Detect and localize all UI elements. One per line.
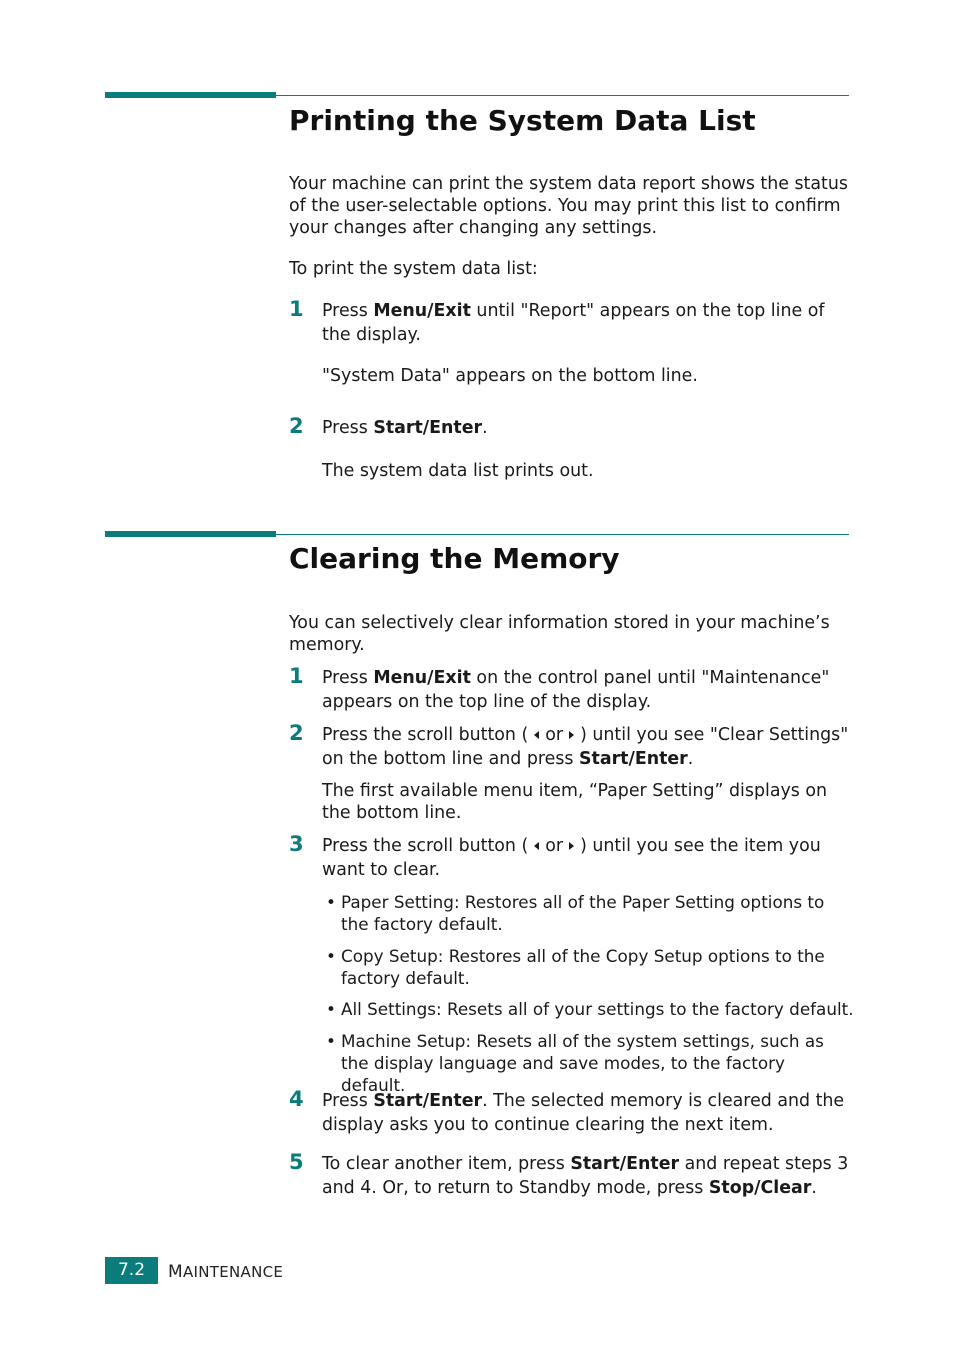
- list-item-text: Copy Setup: Restores all of the Copy Setup options to the factory default.: [341, 946, 825, 988]
- page-number: 7.2: [105, 1257, 158, 1284]
- text-run: or: [545, 725, 564, 745]
- step-note: "System Data" appears on the bottom line.: [322, 366, 698, 386]
- text-run: Press: [322, 1091, 374, 1111]
- text-run: M: [168, 1262, 183, 1282]
- list-item-text: All Settings: Resets all of your settings to the factory default.: [341, 999, 854, 1019]
- bullet-mark: •: [326, 1031, 336, 1051]
- button-name: Stop/Clear: [708, 1178, 812, 1198]
- section-title: Printing the System Data List: [289, 104, 756, 137]
- list-item: [326, 945, 854, 989]
- text-run: .: [811, 1178, 817, 1198]
- list-item: [326, 1030, 854, 1096]
- text-run: or: [545, 836, 564, 856]
- step-number: 2: [289, 721, 304, 745]
- text-run: ) until you see "Clear Settings" on the bottom line and press: [322, 725, 849, 769]
- list-item: [326, 891, 854, 935]
- button-name: Menu/Exit: [373, 301, 471, 321]
- lead-paragraph: To print the system data list:: [289, 259, 538, 279]
- button-name: Start/Enter: [373, 418, 483, 438]
- text-run: until "Report" appears on the top line of the display.: [322, 301, 825, 345]
- list-item: [326, 998, 854, 1020]
- step-text: [322, 1152, 854, 1200]
- bullet-mark: •: [326, 892, 336, 912]
- intro-paragraph: You can selectively clear information stored in your machine’s memory.: [289, 613, 830, 655]
- list-item-text: Paper Setting: Restores all of the Paper Setting options to the factory default.: [341, 892, 825, 934]
- text-run: on the control panel until "Maintenance" appears on the top line of the display.: [322, 668, 830, 712]
- text-run: .: [687, 749, 694, 769]
- list-item-text: Machine Setup: Resets all of the system settings, such as the display language and save modes, to the factory default.: [341, 1031, 824, 1095]
- text-run: Press: [322, 301, 374, 321]
- step-number: 3: [289, 832, 304, 856]
- step-text: [322, 723, 854, 771]
- scroll-left-icon: [534, 731, 539, 739]
- text-run: ) until you see the item you want to clear.: [322, 836, 821, 880]
- scroll-left-icon: [534, 842, 539, 850]
- bullet-mark: •: [326, 999, 336, 1019]
- section-divider-line: [276, 534, 849, 535]
- step-text: [322, 299, 854, 347]
- step-text: [322, 834, 854, 882]
- section-divider-line: [276, 95, 849, 96]
- text-run: To clear another item, press: [322, 1154, 571, 1174]
- step-number: 1: [289, 664, 304, 688]
- section-title: Clearing the Memory: [289, 542, 620, 575]
- text-run: Press the scroll button (: [322, 725, 529, 745]
- bullet-mark: •: [326, 946, 336, 966]
- step-note: The first available menu item, “Paper Setting” displays on the bottom line.: [322, 781, 828, 823]
- button-name: Menu/Exit: [373, 668, 471, 688]
- step-number: 2: [289, 414, 304, 438]
- text-run: Press: [322, 668, 374, 688]
- text-run: AINTENANCE: [182, 1263, 284, 1281]
- step-note: The system data list prints out.: [322, 461, 594, 481]
- button-name: Start/Enter: [570, 1154, 680, 1174]
- button-name: Start/Enter: [373, 1091, 483, 1111]
- button-name: Start/Enter: [579, 749, 688, 769]
- footer-section-label: [168, 1262, 283, 1282]
- step-text: [322, 416, 854, 440]
- text-run: . The selected memory is cleared and the display asks you to continue clearing the next item.: [322, 1091, 845, 1135]
- section-divider-bar: [105, 92, 276, 98]
- step-number: 4: [289, 1087, 304, 1111]
- text-run: .: [482, 418, 488, 438]
- text-run: Press: [322, 418, 374, 438]
- step-text: [322, 1089, 854, 1137]
- step-number: 5: [289, 1150, 304, 1174]
- step-text: [322, 666, 854, 714]
- intro-paragraph: Your machine can print the system data report shows the status of the user-selectable options. You may print this list to confirm your changes after changing any settings.: [289, 174, 848, 238]
- section-divider-bar: [105, 531, 276, 537]
- scroll-right-icon: [569, 842, 574, 850]
- step-number: 1: [289, 297, 304, 321]
- text-run: Press the scroll button (: [322, 836, 529, 856]
- scroll-right-icon: [569, 731, 574, 739]
- text-run: and repeat steps 3 and 4. Or, to return to Standby mode, press: [322, 1154, 849, 1198]
